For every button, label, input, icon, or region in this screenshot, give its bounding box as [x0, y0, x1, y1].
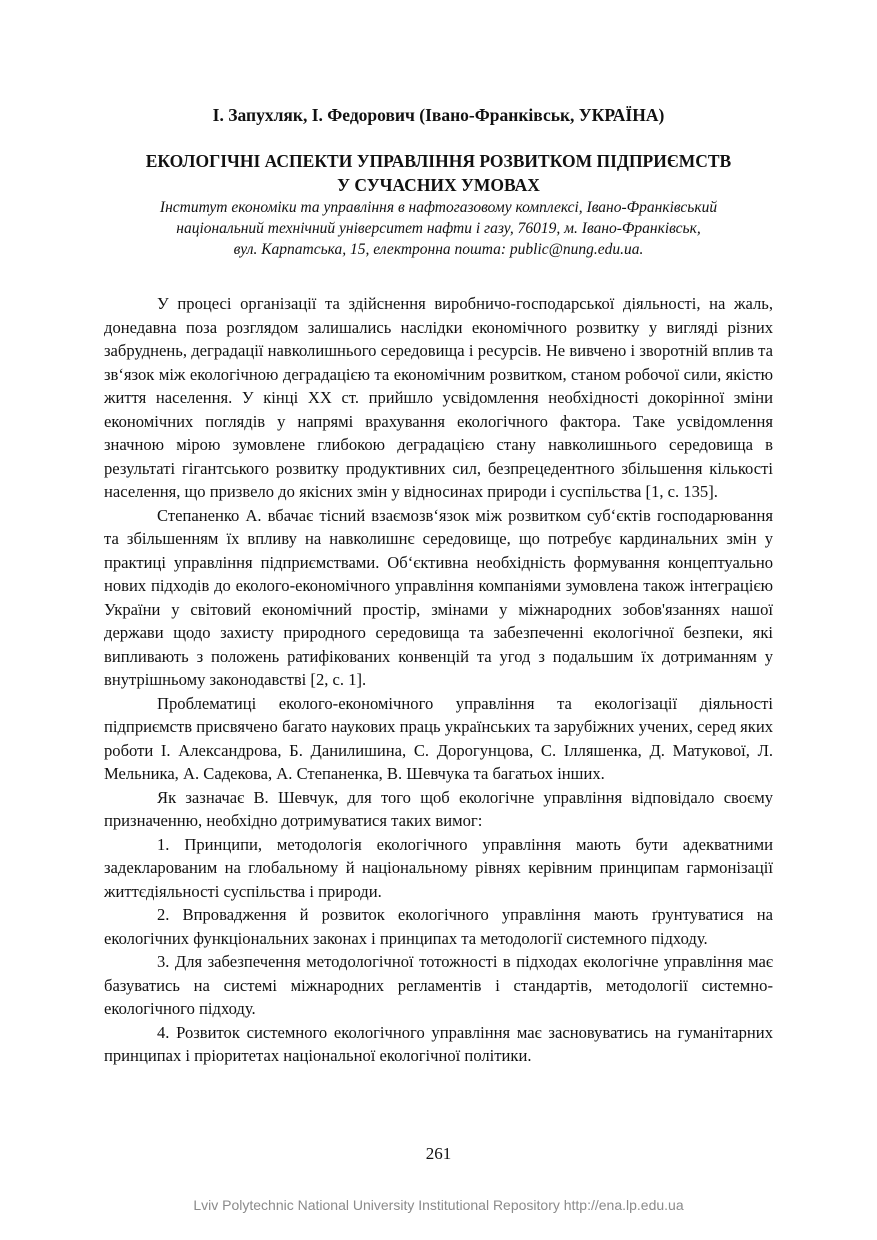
page-number: 261: [425, 1144, 452, 1163]
affiliation: [104, 197, 773, 260]
affiliation-line-2: національний технічний університет нафти і газу, 76019, м. Івано-Франківськ,: [176, 220, 701, 237]
article-title-line-2: У СУЧАСНИХ УМОВАХ: [337, 175, 540, 195]
paragraph-2: Степаненко А. вбачає тісний взаємозв‘язок між розвитком суб‘єктів господарювання та збільшенням їх впливу на навколишнє середовище, що потребує кардинальних змін у практиці управління підприємствами. Об‘єктивна необхідність формування концептуально нових підходів до еколого-економічного управління компаніями зумовлена також інтеграцією України у світовий економічний простір, змінами у міжнародних зобов'язаннях нашої держави щодо захисту природного середовища та забезпеченні екологічної безпеки, які випливають з положень ратифікованих конвенцій та угод з подальшим їх дотриманням у внутрішньому законодавстві [2, с. 1].: [104, 505, 773, 689]
list-item-4: 4. Розвиток системного екологічного управління має засновуватись на гуманітарних принципах і пріоритетах національної екологічної політики.: [104, 1022, 773, 1065]
authors-line: І. Запухляк, І. Федорович (Івано-Франківськ, УКРАЇНА): [212, 105, 665, 125]
list-item-1: 1. Принципи, методологія екологічного управління мають бути адекватними задекларованим на глобальному й національному рівнях керівним принципам гармонізації життєдіяльності суспільства і природи.: [104, 834, 773, 901]
list-item-3: 3. Для забезпечення методологічної тотожності в підходах екологічне управління має базуватись на системі міжнародних регламентів і стандартів, методології системно-екологічного підходу.: [104, 952, 773, 1018]
list-item-2: 2. Впровадження й розвиток екологічного управління мають ґрунтуватися на екологічних функціональних законах і принципах та методології системного підходу.: [104, 905, 773, 948]
article-title-line-1: ЕКОЛОГІЧНІ АСПЕКТИ УПРАВЛІННЯ РОЗВИТКОМ ПІДПРИЄМСТВ: [145, 151, 732, 171]
paragraph-3: Проблематиці еколого-економічного управління та екологізації діяльності підприємств присвячено багато наукових праць українських та зарубіжних учених, серед яких роботи І. Александрова, Б. Данилишина, С. Дорогунцова, С. Ілляшенка, Д. Матукової, Л. Мельника, А. Садекова, А. Степаненка, В. Шевчука та багатьох інших.: [104, 693, 773, 783]
paragraph-4: Як зазначає В. Шевчук, для того щоб екологічне управління відповідало своєму призначенню, необхідно дотримуватися таких вимог:: [104, 787, 773, 830]
paragraph-1: У процесі організації та здійснення виробничо-господарської діяльності, на жаль, донедавна поза розглядом залишались наслідки економічного розвитку у вигляді різних забруднень, деградації навколишнього середовища і ресурсів. Не вивчено і зворотній вплив та зв‘язок між екологічною деградацією та економічним розвитком, станом робочої сили, якістю життя населення. У кінці XX ст. прийшло усвідомлення необхідності докорінної зміни економічних поглядів у напрямі врахування екологічного фактора. Таке усвідомлення значною мірою зумовлене глибокою деградацією стану навколишнього середовища в результаті гігантського розвитку продуктивних сил, безпрецедентного збільшення кількості населення, що призвело до якісних змін у відносинах природи і суспільства [1, с. 135].: [104, 294, 773, 501]
repository-footer: Lviv Polytechnic National University Institutional Repository http://ena.lp.edu.ua: [193, 1197, 684, 1213]
affiliation-line-3: вул. Карпатська, 15, електронна пошта: public@nung.edu.ua.: [233, 241, 644, 258]
article-body: [104, 292, 773, 1068]
article-content: [104, 103, 773, 1068]
affiliation-line-1: Інститут економіки та управління в нафтогазовому комплексі, Івано-Франківський: [159, 199, 718, 216]
